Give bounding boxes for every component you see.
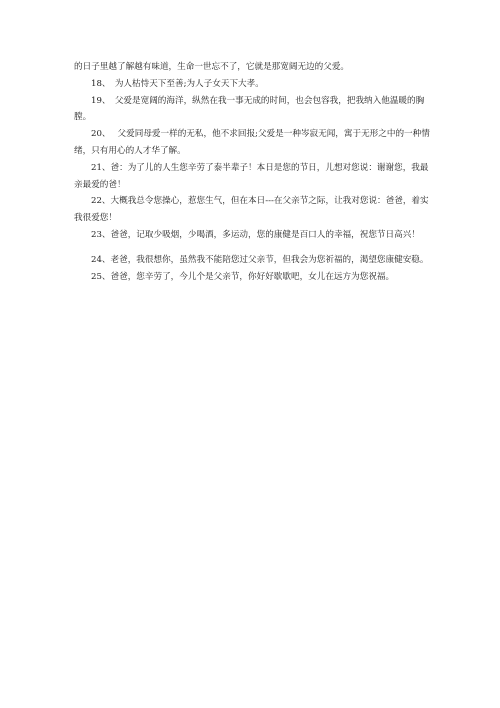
paragraph-22: 22、大概我总令您操心，惹您生气，但在本日---在父亲节之际，让我对您说：爸爸，着实我很爱您！ [74,196,429,224]
paragraph-continuation: 的日子里越了解越有味道，生命一世忘不了，它就是那宽阔无边的父爱。 [74,62,350,72]
paragraph-24: 24、老爸，我很想你，虽然我不能陪您过父亲节，但我会为您祈福的，渴望您康健安稳。 [91,254,429,265]
paragraph-18: 18、 为人枯恃天下至善;为人子女天下大孝。 [91,78,264,89]
paragraph-25: 25、爸爸，您辛劳了，今儿个是父亲节，你好好歇歇吧，女儿在远方为您祝福。 [91,271,395,282]
paragraph-21: 21、爸：为了儿的人生您辛劳了泰半辈子！本日是您的节日，儿想对您说：谢谢您，我最亲最爱的爸！ [74,162,429,190]
paragraph-23: 23、爸爸，记取少吸烟，少喝酒，多运动，您的康健是百口人的幸福，祝您节日高兴！ [91,229,420,240]
document-page [74,59,430,285]
paragraph-20: 20、 父爱同母爱一样的无私，他不求回报;父爱是一种岑寂无闻，寓于无形之中的一种情绪，只有用心的人才华了解。 [74,129,430,156]
paragraph-19: 19、 父爱是宽阔的海洋，纵然在我一事无成的时间，也会包容我，把我纳入他温暖的胸膛。 [74,95,425,123]
